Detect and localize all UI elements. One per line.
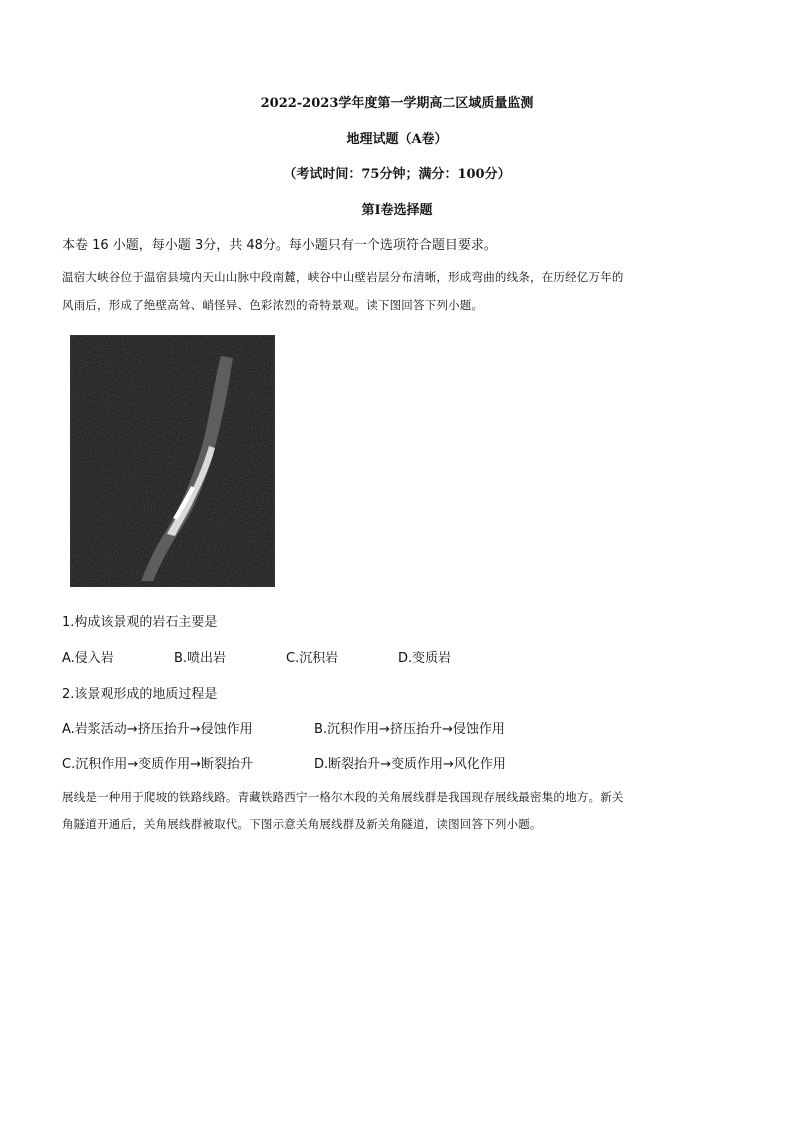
q1-option-c[interactable]: C.沉积岩 bbox=[286, 651, 339, 666]
q2-option-d[interactable]: D.断裂抬升→变质作用→风化作用 bbox=[314, 757, 506, 772]
section-title: 第Ⅰ卷选择题 bbox=[361, 203, 433, 218]
canyon-photo bbox=[70, 335, 275, 587]
exam-info: （考试时间：75分钟；满分：100分） bbox=[283, 167, 511, 182]
question-1-stem: 1.构成该景观的岩石主要是 bbox=[62, 615, 218, 630]
passage2-line1: 展线是一种用于爬坡的铁路线路。青藏铁路西宁一格尔木段的关角展线群是我国现存展线最密集的地方。新关 bbox=[62, 790, 624, 804]
q2-option-c[interactable]: C.沉积作用→变质作用→断裂抬升 bbox=[62, 757, 253, 772]
exam-title: 2022-2023学年度第一学期高二区域质量监测 bbox=[260, 96, 534, 111]
exam-subject: 地理试题（A卷） bbox=[346, 132, 448, 147]
q1-option-a[interactable]: A.侵入岩 bbox=[62, 651, 114, 666]
q2-option-a[interactable]: A.岩浆活动→挤压抬升→侵蚀作用 bbox=[62, 722, 253, 737]
canyon-photo-graphic bbox=[71, 336, 274, 586]
q2-option-b[interactable]: B.沉积作用→挤压抬升→侵蚀作用 bbox=[314, 722, 505, 737]
passage1-line1: 温宿大峡谷位于温宿县境内天山山脉中段南麓，峡谷中山壁岩层分布清晰，形成弯曲的线条，在历经亿万年的 bbox=[62, 270, 624, 284]
passage2-line2: 角隧道开通后，关角展线群被取代。下图示意关角展线群及新关角隧道，读图回答下列小题。 bbox=[62, 817, 542, 831]
question-2-stem: 2.该景观形成的地质过程是 bbox=[62, 687, 218, 702]
passage1-line2: 风雨后，形成了绝壁高耸、峭怪异、色彩浓烈的奇特景观。读下图回答下列小题。 bbox=[62, 298, 484, 312]
q1-option-d[interactable]: D.变质岩 bbox=[398, 651, 452, 666]
instructions: 本卷 16 小题，每小题 3分，共 48分。每小题只有一个选项符合题目要求。 bbox=[62, 238, 497, 253]
q1-option-b[interactable]: B.喷出岩 bbox=[174, 651, 227, 666]
